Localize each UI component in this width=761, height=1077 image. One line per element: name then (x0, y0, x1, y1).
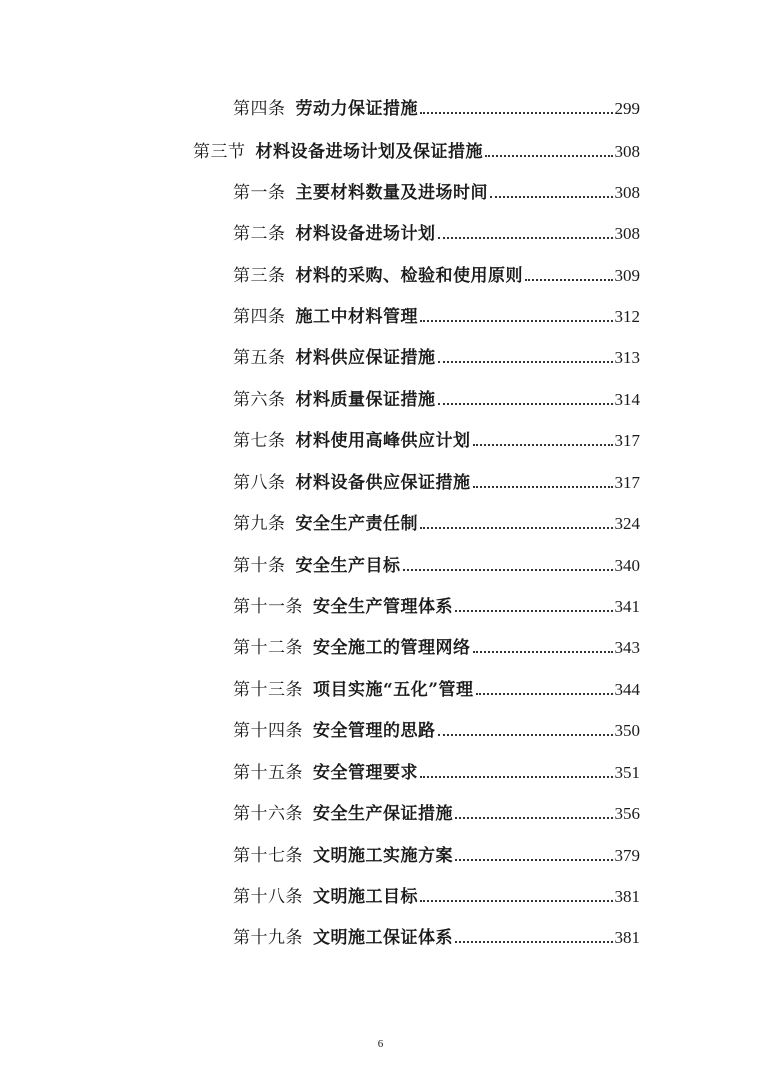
toc-entry-number: 第十三条 (233, 680, 303, 700)
toc-dot-leader (473, 486, 613, 488)
toc-entry-title: 材料使用高峰供应计划 (295, 431, 471, 451)
toc-entry[interactable] (233, 927, 640, 949)
toc-entry-title: 安全管理要求 (313, 763, 418, 783)
toc-entry[interactable] (233, 637, 640, 659)
toc-entry[interactable] (233, 182, 640, 204)
toc-entry[interactable] (233, 265, 640, 287)
toc-entry-title: 材料设备进场计划及保证措施 (255, 142, 483, 162)
toc-entry-title: 安全施工的管理网络 (313, 638, 471, 658)
toc-entry-page: 379 (614, 846, 640, 865)
toc-entry[interactable] (233, 762, 640, 784)
toc-entry[interactable] (233, 472, 640, 494)
toc-entry-title: 劳动力保证措施 (295, 99, 418, 119)
toc-entry-title: 文明施工实施方案 (313, 846, 453, 866)
toc-entry-number: 第二条 (233, 224, 286, 244)
toc-entry-title: 材料供应保证措施 (295, 348, 436, 368)
toc-entry-page: 324 (614, 514, 640, 533)
toc-entry-number: 第三条 (233, 266, 286, 286)
toc-entry-number: 第一条 (233, 183, 286, 203)
toc-dot-leader (455, 610, 613, 612)
toc-entry-title: 安全生产管理体系 (313, 597, 453, 617)
toc-entry-number: 第四条 (233, 307, 286, 327)
toc-dot-leader (476, 693, 613, 695)
toc-entry-title: 材料质量保证措施 (295, 390, 436, 410)
toc-entry-number: 第六条 (233, 390, 286, 410)
toc-entry[interactable] (233, 223, 640, 245)
toc-entry[interactable] (233, 555, 640, 577)
toc-entry-title: 安全生产目标 (295, 556, 401, 576)
toc-dot-leader (455, 941, 613, 943)
toc-entry-number: 第三节 (193, 142, 246, 162)
toc-entry-title: 主要材料数量及进场时间 (295, 183, 488, 203)
toc-entry[interactable] (233, 306, 640, 328)
toc-entry-page: 356 (614, 804, 640, 823)
toc-entry-number: 第十七条 (233, 846, 303, 866)
toc-entry-title: 文明施工保证体系 (313, 928, 453, 948)
toc-entry-number: 第十二条 (233, 638, 303, 658)
toc-entry-number: 第九条 (233, 514, 286, 534)
toc-dot-leader (420, 776, 613, 778)
toc-entry-page: 313 (614, 348, 640, 367)
toc-dot-leader (420, 320, 613, 322)
toc-entry-page: 317 (614, 431, 640, 450)
toc-dot-leader (438, 734, 613, 736)
toc-entry-page: 340 (614, 556, 640, 575)
toc-entry[interactable] (233, 679, 640, 701)
toc-dot-leader (420, 900, 613, 902)
toc-entry-number: 第十五条 (233, 763, 303, 783)
toc-entry-page: 314 (614, 390, 640, 409)
toc-dot-leader (420, 112, 613, 114)
toc-entry[interactable] (233, 803, 640, 825)
toc-entry[interactable] (233, 98, 640, 120)
toc-entry-title: 安全生产责任制 (295, 514, 418, 534)
toc-entry[interactable] (233, 430, 640, 452)
toc-entry-number: 第十六条 (233, 804, 303, 824)
toc-entry-title: 材料的采购、检验和使用原则 (295, 266, 523, 286)
toc-entry-number: 第四条 (233, 99, 286, 119)
toc-entry-page: 309 (614, 266, 640, 285)
toc-entry-number: 第五条 (233, 348, 286, 368)
toc-dot-leader (473, 444, 613, 446)
toc-entry-number: 第十条 (233, 556, 286, 576)
toc-entry-page: 308 (614, 142, 640, 161)
toc-entry[interactable] (233, 720, 640, 742)
toc-dot-leader (403, 569, 613, 571)
toc-dot-leader (455, 817, 613, 819)
toc-entry-number: 第十八条 (233, 887, 303, 907)
toc-entry-title: 安全管理的思路 (313, 721, 436, 741)
toc-entry-page: 341 (614, 597, 640, 616)
toc-entry-title: 安全生产保证措施 (313, 804, 453, 824)
toc-entry-title: 材料设备供应保证措施 (295, 473, 471, 493)
toc-entry-page: 299 (614, 99, 640, 118)
toc-entry[interactable] (233, 886, 640, 908)
toc-entry[interactable] (233, 596, 640, 618)
toc-entry-title: 施工中材料管理 (295, 307, 418, 327)
toc-entry-title: 材料设备进场计划 (295, 224, 436, 244)
toc-entry-page: 350 (614, 721, 640, 740)
toc-entry[interactable] (233, 347, 640, 369)
toc-dot-leader (525, 279, 613, 281)
toc-dot-leader (438, 403, 613, 405)
toc-entry-number: 第八条 (233, 473, 286, 493)
toc-entry-page: 343 (614, 638, 640, 657)
toc-entry[interactable] (233, 845, 640, 867)
toc-entry-page: 312 (614, 307, 640, 326)
toc-entry-number: 第七条 (233, 431, 286, 451)
toc-section-entry[interactable] (193, 141, 640, 163)
toc-dot-leader (420, 527, 613, 529)
toc-dot-leader (473, 651, 613, 653)
toc-entry[interactable] (233, 513, 640, 535)
toc-dot-leader (438, 237, 613, 239)
toc-entry-page: 317 (614, 473, 640, 492)
toc-entry[interactable] (233, 389, 640, 411)
toc-entry-title: 项目实施“五化”管理 (313, 680, 474, 700)
toc-dot-leader (485, 155, 613, 157)
toc-entry-title: 文明施工目标 (313, 887, 418, 907)
toc-entry-page: 308 (614, 183, 640, 202)
toc-entry-page: 351 (614, 763, 640, 782)
toc-entry-page: 308 (614, 224, 640, 243)
toc-dot-leader (455, 859, 613, 861)
toc-entry-number: 第十四条 (233, 721, 303, 741)
toc-entry-number: 第十九条 (233, 928, 303, 948)
toc-entry-page: 381 (614, 928, 640, 947)
toc-entry-page: 344 (614, 680, 640, 699)
page-number: 6 (377, 1038, 384, 1050)
toc-dot-leader (490, 196, 613, 198)
toc-entry-page: 381 (614, 887, 640, 906)
toc-entry-number: 第十一条 (233, 597, 303, 617)
toc-dot-leader (438, 361, 613, 363)
